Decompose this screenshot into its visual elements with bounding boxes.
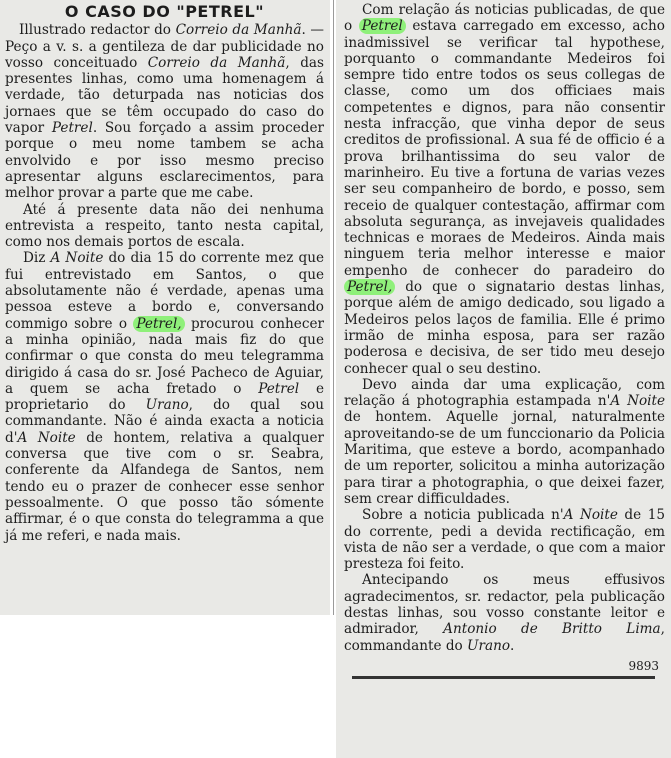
signature-name: Antonio de Britto Lima xyxy=(443,621,661,638)
newspaper-name: Correio da Manhã xyxy=(175,22,302,39)
paragraph-2: Até á presente data não dei nenhuma entrevista a respeito, tanto nesta capital, como nos demais portos de escala. xyxy=(5,201,324,251)
ship-name: Urano xyxy=(467,637,511,654)
text-segment: Sobre a noticia publicada n' xyxy=(362,507,564,524)
text-segment: Diz xyxy=(23,250,51,267)
text-segment: , do qual sou commandante. Não é ainda exacta a noticia d' xyxy=(5,397,325,446)
paragraph-1 xyxy=(5,22,324,201)
highlighted-ship-name: Petrel, xyxy=(133,316,184,332)
column-divider xyxy=(333,0,334,615)
text-segment: do dia 15 do corrente mez que fui entrevistado em Santos, o que absolutamente não é verdade, apenas uma pessoa esteve a bordo e, conversando commigo sobre o xyxy=(5,250,325,332)
paragraph-6 xyxy=(344,507,665,572)
text-segment: de hontem, relativa a qualquer conversa que tive com o sr. Seabra, conferente da Alfandega de Santos, nem tendo eu o prazer de conhecer esse senhor pessoalmente. O que posso tão sómente affirmar, é o que consta do telegramma a que já me referi, e nada mais. xyxy=(5,429,324,544)
highlighted-ship-name: Petrel, xyxy=(344,279,395,295)
highlighted-ship-name: Petrel xyxy=(359,18,406,34)
text-segment: Com relação ás noticias publicadas, de que o xyxy=(344,2,665,35)
text-segment: de 15 do corrente, pedi a devida rectificação, em vista de não ser a verdade, o que com a maior presteza foi feito. xyxy=(344,507,665,573)
text-segment: procurou conhecer a minha opinião, nada mais fiz do que confirmar o que consta do meu telegramma dirigido á casa do sr. José Pacheco de Aguiar, a quem se acha fretado o xyxy=(5,315,324,397)
paragraph-4 xyxy=(344,2,665,377)
newspaper-name: Correio da Manhã xyxy=(147,54,286,71)
article-column-left xyxy=(0,0,330,615)
paragraph-7 xyxy=(344,572,665,653)
text-segment: Illustrado redactor do xyxy=(19,22,176,39)
article-column-right xyxy=(336,0,671,758)
text-segment: Antecipando os meus effusivos agradecimentos, sr. redactor, pela publicação destas linhas, sou vosso constante leitor e admirador, xyxy=(344,572,665,638)
text-segment: de hontem. Aquelle jornal, naturalmente aproveitando-se de um funccionario da Policia Maritima, que esteve a bordo, acompanhado de um reporter, solicitou a minha autorização para tirar a photographia, o que deixei fazer, sem crear difficuldades. xyxy=(344,409,665,507)
newspaper-name: A Noite xyxy=(50,250,104,267)
ship-name: Urano xyxy=(145,397,189,414)
text-segment: e proprietario do xyxy=(5,380,324,414)
ship-name: Petrel xyxy=(258,380,300,397)
newspaper-name: A Noite xyxy=(610,393,666,410)
paragraph-5 xyxy=(344,377,665,507)
text-segment: . Sou forçado a assim proceder porque o meu nome tambem se acha envolvido e por isso mesmo preciso apresentar alguns esclarecimentos, para melhor provar a parte que me cabe. xyxy=(5,120,324,202)
text-segment: , das presentes linhas, como uma homenagem á verdade, tão deturpada nas noticias dos jornaes que se têm occupado do caso do vapor xyxy=(5,54,324,137)
reference-number: 9893 xyxy=(628,658,659,673)
paragraph-3 xyxy=(5,250,324,543)
text-segment: estava carregado em excesso, acho inadmissivel se verificar tal hypothese, porquanto o commandante Medeiros foi sempre tido entre todos os seus collegas de classe, como um dos officiaes mais competentes e dignos, para não consentir nesta infracção, que vinha depor de seus creditos de profissional. A sua fé de officio é a prova brilhantissima do seu valor de marinheiro. Eu tive a fortuna de varias vezes ser seu companheiro de bordo, e posso, sem receio de qualquer contestação, affirmar com absoluta segurança, as invejaveis qualidades technicas e moraes de Medeiros. Ainda mais ninguem teria melhor interesse e maior empenho de conhecer do paradeiro do xyxy=(344,18,665,279)
text-segment: . xyxy=(510,637,515,654)
text-segment: . — Peço a v. s. a gentileza de dar publicidade no vosso conceituado xyxy=(5,22,324,71)
ship-name: Petrel xyxy=(51,120,93,137)
newspaper-name: A Noite xyxy=(563,507,618,524)
text-segment: , commandante do xyxy=(344,621,665,654)
end-rule xyxy=(352,676,655,679)
newspaper-name: A Noite xyxy=(17,429,76,446)
text-segment: do que o signatario destas linhas, porque além de amigo dedicado, sou ligado a Medeiros pelos laços de familia. Elle é primo irmão de minha esposa, para ser razão poderosa e decisiva, de ser tido meu desejo conhecer qual o seu destino. xyxy=(344,279,665,377)
text-segment: Devo ainda dar uma explicação, com relação á photographia estampada n' xyxy=(344,376,665,410)
article-title: O CASO DO "PETREL" xyxy=(64,2,265,21)
